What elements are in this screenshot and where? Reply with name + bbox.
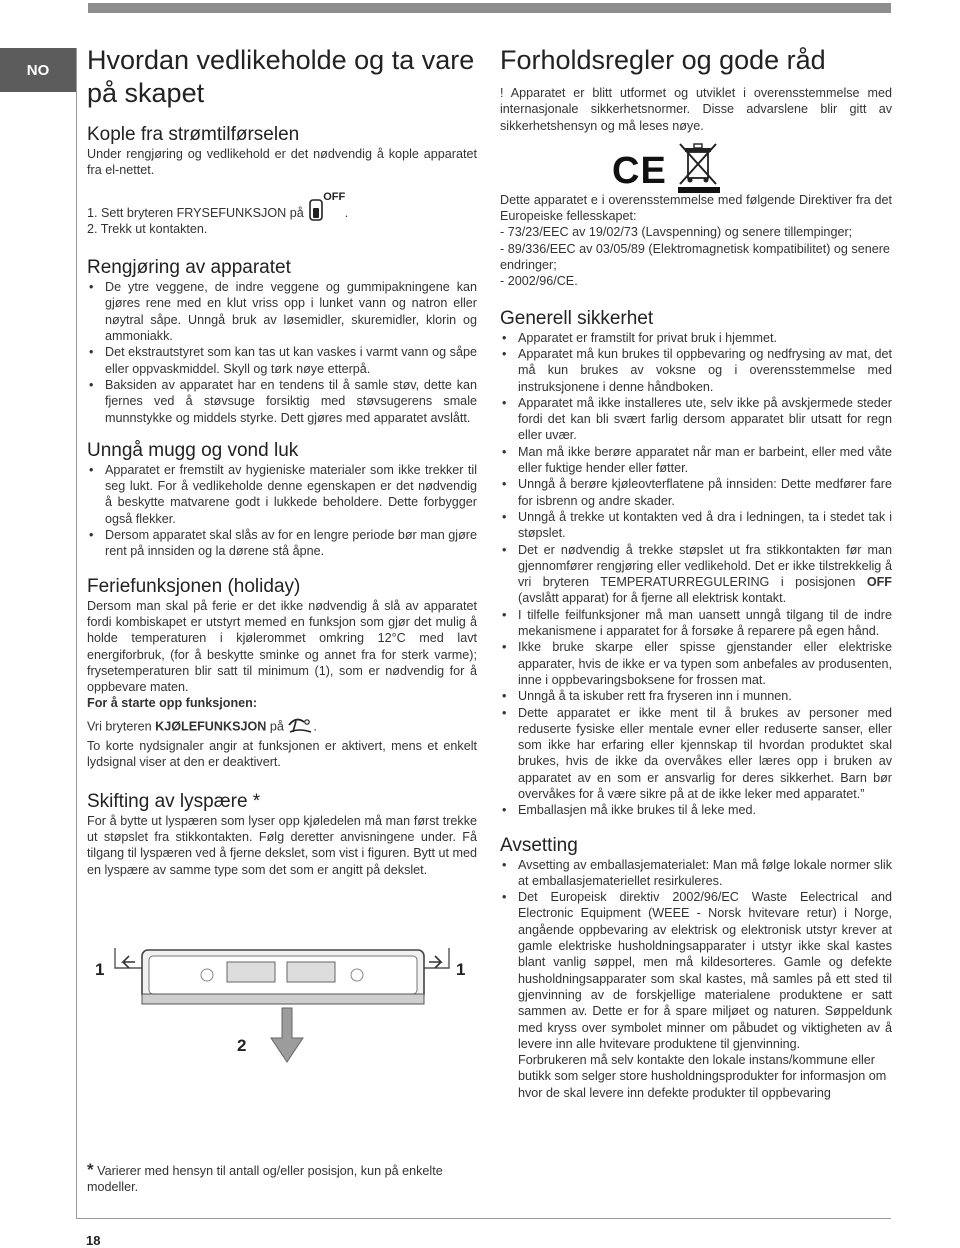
section-title-cleaning: Rengjøring av apparatet (87, 257, 291, 279)
list-item: • Dersom apparatet skal slås av for en lengre periode bør man gjøre rent på innsiden og la dørene stå åpne. (87, 527, 477, 560)
disposal-extra: Forbrukeren må selv kontakte den lokale instans/kommune eller butikk som selger store husholdningsprodukter for informasjon om hvor de skal levere inn defekte produkter til oppbevaring (518, 1053, 887, 1100)
section-title-bulb: Skifting av lyspære * (87, 790, 261, 812)
light-cover-figure (87, 940, 477, 1070)
list-item: • Det ekstrautstyret som kan tas ut kan vaskes i varmt vann og såpe eller oppvaskmiddel. Skyll og tørk nøye etterpå. (87, 344, 477, 377)
certification-marks (612, 142, 722, 194)
list-item: • Apparatet må ikke installeres ute, selv ikke på avskjermede steder fordi det kan bli svært farlig dersom apparatet blir utsatt for regn eller uvær. (500, 395, 892, 444)
list-item: • Avsetting av emballasjematerialet: Man må følge lokale normer slik at emballasjemateriellet resirkuleres. (500, 857, 892, 890)
right-column (500, 44, 892, 1101)
directive-line: - 2002/96/CE. (500, 274, 578, 289)
light-cover-illustration (87, 940, 477, 1070)
list-item: • Det Europeisk direktiv 2002/96/EC Waste Eelectrical and Electronic Equipment (WEEE - Norsk hvitevare retur) i Norge, angående oppbevaring av elektrisk og elektronisk utstyr krever at gamle elektriske husholdningsapparater i utstyr ikke skal kastes blant vanlig søppel, men må kildesorteres. Gamle og defekte husholdningsapparater som skal kastes, må samles på ett sted til gjenvinning av de forskjellige materialene produktene er satt sammen av. Dette er for å spare miljøet og naturen. Søppeldunk med kryss over symbolet minner om påbudet og viktigheten av å levere inn alle hvitevare produktene til gjenvinning. (500, 889, 892, 1052)
section-title-mould: Unngå mugg og vond luk (87, 439, 299, 461)
bulb-text: For å bytte ut lyspæren som lyser opp kjøledelen må man først trekke ut støpslet fra stikkontakten. Følg deretter anvisningene under. Få tilgang til lyspæren ved å fjerne dekslet, som vist i figuren. Bytt ut med en lyspære av samme type som det som er angitt på dekslet. (87, 813, 477, 877)
fridge-function-label: KJØLEFUNKSJON (155, 719, 267, 734)
list-item: • Apparatet må kun brukes til oppbevaring og nedfrysing av mat, det må kun brukes av voksne og i overensstemmelse med instruksjonene i denne håndboken. (500, 346, 892, 395)
language-label: NO (26, 61, 50, 79)
figure-label-1-right: 1 (456, 960, 466, 979)
off-word: OFF (866, 575, 892, 590)
list-item: • De ytre veggene, de indre veggene og gummipakningene kan gjøres rene med en klut vriss opp i lunket vann og natron eller nøytral såpe. Unngå bruk av løsemidler, skuremidler, klorin og ammoniakk. (87, 279, 477, 344)
section-title-precautions: Forholdsregler og gode råd (500, 45, 826, 75)
holiday-umbrella-icon (287, 716, 313, 738)
list-item: • Ikke bruke skarpe eller spisse gjenstander eller elektriske apparater, hvis de ikke er va typen som anbefales av produsenten, inne i oppbevaringsboksene for frossen mat. (500, 639, 892, 688)
off-label: OFF (323, 190, 346, 203)
list-item: • Man må ikke berøre apparatet når man er barbeint, eller med våte eller fuktige hender eller føtter. (500, 444, 892, 477)
disconnect-step-2: 2. Trekk ut kontakten. (87, 221, 208, 236)
list-item: • Unngå å trekke ut kontakten ved å dra i ledningen, ta i stedet tak i støpslet. (500, 509, 892, 542)
plug-text: Det er nødvendig å trekke støpslet ut fra stikkontakten før man gjennomfører rengjøring eller vedlikehold. Det er ikke tilstrekkelig å vri bryteren TEMPERATURREGULERING i posisjonen (518, 542, 892, 590)
list-item: • Unngå å berøre kjøleovterflatene på innsiden: Dette medfører fare for isbrenn og andre skader. (500, 476, 892, 509)
cleaning-list (87, 279, 477, 426)
holiday-instruction-mid: på (266, 719, 288, 734)
step-1-text: 1. Sett bryteren FRYSEFUNKSJON på (87, 205, 304, 220)
mould-list (87, 462, 477, 560)
list-item: • Apparatet er fremstilt av hygieniske materialer som ikke trekker til seg lukt. For å vedlikeholde denne egenskapen er det nødvendig å beskytte matvarene godt i lukkede beholdere. Dette forbygger også flekker. (87, 462, 477, 527)
freezer-switch-off-icon (307, 190, 346, 221)
disposal-list (500, 857, 892, 1053)
section-title-safety: Generell sikkerhet (500, 307, 654, 329)
section-title-holiday: Feriefunksjonen (holiday) (87, 575, 301, 597)
safety-list (500, 330, 892, 819)
crossed-bin-icon (676, 142, 722, 194)
holiday-text: Dersom man skal på ferie er det ikke nødvendig å slå av apparatet fordi kombiskapet er utstyrt memed en funksjon som gjør det mulig å holde temperaturen i kjølerommet omkring 12°C med lavt energiforbruk, (for å beskytte sminke og annet fra for sterk varme); frysetemperaturen blir satt til minimum (1), som er nødvendig for å oppbevare maten. (87, 598, 477, 695)
list-item: • Emballasjen må ikke brukes til å leke med. (500, 802, 892, 818)
figure-label-1-left: 1 (95, 960, 105, 979)
top-bar (88, 3, 891, 13)
disconnect-step-1 (87, 190, 477, 221)
list-item: • Apparatet er framstilt for privat bruk i hjemmet. (500, 330, 892, 346)
section-title-disconnect: Kople fra strømtilførselen (87, 124, 300, 145)
list-item: • Unngå å ta iskuber rett fra fryseren inn i munnen. (500, 688, 892, 704)
step-1-end: . (344, 205, 349, 220)
holiday-start-label: For å starte opp funksjonen: (87, 696, 258, 711)
language-tab (0, 48, 76, 92)
directive-line: - 89/336/EEC av 03/05/89 (Elektromagnetisk kompatibilitet) og senere endringer; (500, 241, 890, 273)
precautions-intro: ! Apparatet er blitt utformet og utviklet i overensstemmelse med internasjonale sikkerhetsnormer. Disse advarslene blir gitt av sikkerhetshensyn og må leses nøye. (500, 86, 892, 133)
holiday-instruction-text: Vri bryteren (87, 719, 156, 734)
holiday-text-2: To korte nydsignaler angir at funksjonen er aktivert, mens et enkelt lydsignal viser at den er deaktivert. (87, 739, 477, 770)
holiday-instruction (87, 716, 477, 738)
footnote-text: Varierer med hensyn til antall og/eller posisjon, kun på enkelte modeller. (87, 1164, 443, 1195)
left-column (87, 44, 477, 878)
plug-text-end: (avslått apparat) for å fjerne all elektrisk kontakt. (518, 591, 787, 606)
footnote (87, 1162, 479, 1196)
list-item: • I tilfelle feilfunksjoner må man uansett unngå tilgang til de indre mekanismene i apparatet for å forsøke å reparere på egen hånd. (500, 607, 892, 640)
list-item: • Baksiden av apparatet har en tendens til å samle støv, dette kan fjernes ved å støvsuge forsiktig med støvsugerens smale munnstykke og middels styrke. Dett gjøres med apparatet avslått. (87, 377, 477, 426)
figure-label-2: 2 (237, 1036, 247, 1055)
directive-line: Dette apparatet e i overensstemmelse med følgende Direktiver fra det Europeiske fellesskapet: (500, 192, 892, 224)
page-title: Hvordan vedlikeholde og ta vare på skapet (87, 45, 475, 108)
bottom-rule (76, 1218, 891, 1219)
left-rule (76, 48, 77, 1218)
ce-mark-icon: CE (612, 150, 667, 192)
disconnect-text: Under rengjøring og vedlikehold er det nødvendig å kople apparatet fra el-nettet. (87, 147, 477, 178)
page-number: 18 (86, 1233, 101, 1248)
holiday-instruction-end: . (313, 719, 317, 734)
directive-line: - 73/23/EEC av 19/02/73 (Lavspenning) og senere tillempinger; (500, 225, 853, 240)
list-item: • Dette apparatet er ikke ment til å brukes av personer med reduserte fysiske eller mentale evner eller reduserte sanser, eller som ikke har erfaring eller kjennskap til hvordan produktet skal brukes, hvis de ikke da overvåkes eller læres opp i bruken av apparatet av en som er ansvarlig for deres sikkerhet. Barn bør overvåkes for å være sikre på at de ikke leker med apparatet.” (500, 705, 892, 803)
footnote-star: * (87, 1160, 94, 1179)
section-title-disposal: Avsetting (500, 834, 578, 856)
list-item (500, 542, 892, 607)
